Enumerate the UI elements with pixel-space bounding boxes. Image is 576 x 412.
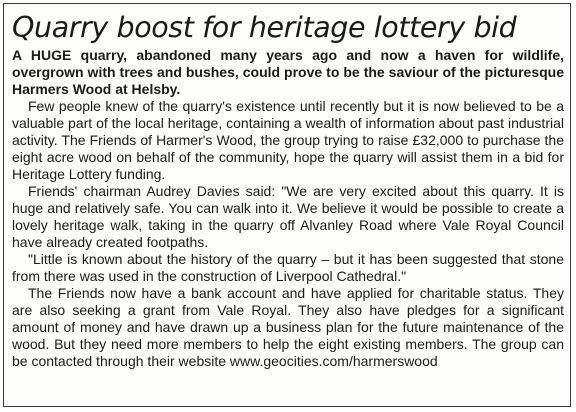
body-paragraph-1: Few people knew of the quarry's existence until recently but it is now believed to be a valuable part of the local heritage, containing a wealth of information about past industrial activity. The Friends of Harmer's Wood, the group trying to raise £32,000 to purchase the eight acre wood on behalf of the community, hope the quarry will assist them in a bid for Heritage Lottery funding. [12,98,564,182]
lead-paragraph: A HUGE quarry, abandoned many years ago and now a haven for wildlife, overgrown with trees and bushes, could prove to be the saviour of the picturesque Harmers Wood at Helsby. [12,47,564,97]
newspaper-clipping [3,3,571,407]
body-paragraph-2: Friends' chairman Audrey Davies said: "We are very excited about this quarry. It is huge and relatively safe. You can walk into it. We believe it would be possible to create a lovely heritage walk, taking in the quarry off Alvanley Road where Vale Royal Council have already created footpaths. [12,183,564,250]
headline: Quarry boost for heritage lottery bid [12,11,517,44]
body-paragraph-4: The Friends now have a bank account and have applied for charitable status. They are also seeking a grant from Vale Royal. They also have pledges for a significant amount of money and have drawn up a business plan for the future maintenance of the wood. But they need more members to help the eight existing members. The group can be contacted through their website www.geocities.com/harmerswood [12,285,564,369]
body-paragraph-3: "Little is known about the history of the quarry – but it has been suggested that stone from there was used in the construction of Liverpool Cathedral." [12,251,564,284]
article-body [12,47,564,370]
